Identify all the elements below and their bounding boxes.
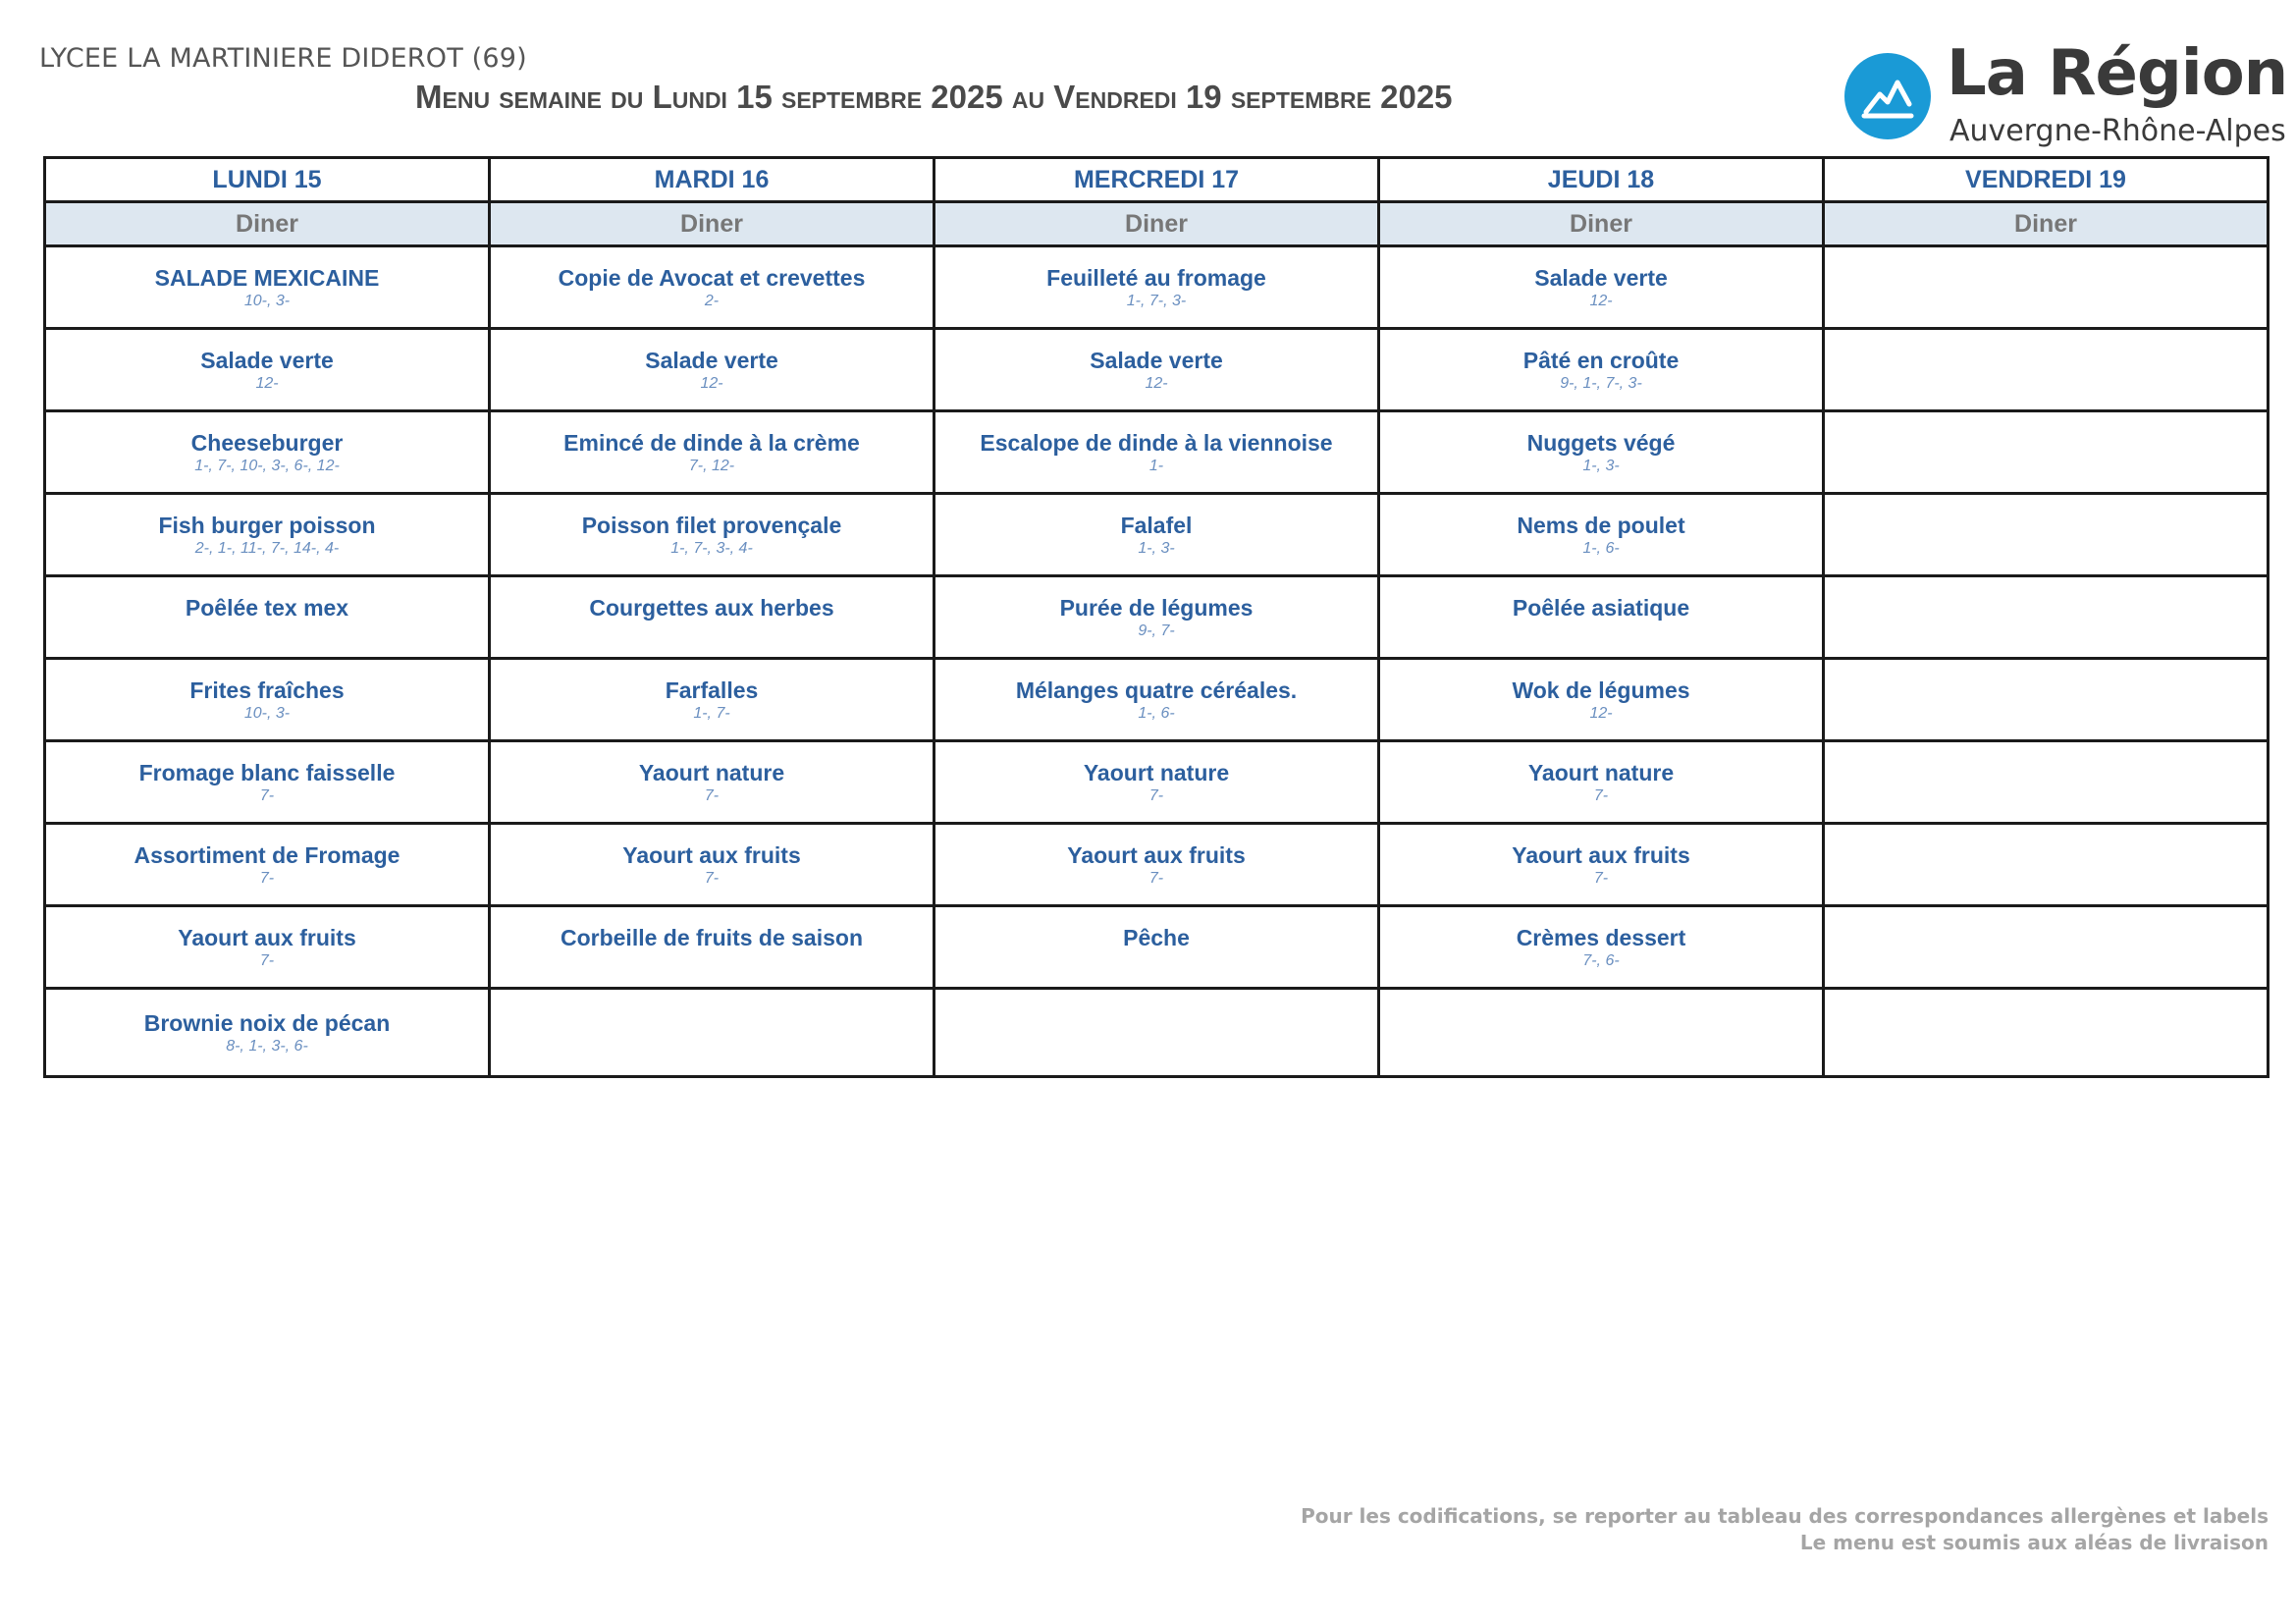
allergen-codes: 7-	[259, 951, 275, 969]
menu-row	[45, 906, 2269, 989]
dish-name: Yaourt nature	[1083, 759, 1230, 785]
allergen-codes: 12-	[700, 374, 723, 392]
allergen-codes	[1829, 525, 2263, 544]
allergen-codes: 12-	[1589, 704, 1613, 722]
allergen-codes	[1384, 1023, 1818, 1042]
school-name: LYCEE LA MARTINIERE DIDEROT (69)	[39, 43, 527, 74]
meal-header: Diner	[1379, 202, 1824, 246]
allergen-codes: 7-	[1148, 869, 1164, 887]
menu-cell	[1379, 824, 1824, 906]
allergen-codes: 7-, 12-	[688, 457, 735, 474]
menu-cell	[934, 411, 1379, 494]
menu-cell	[45, 741, 490, 824]
allergen-codes	[1829, 855, 2263, 874]
menu-row	[45, 824, 2269, 906]
allergen-codes: 9-, 1-, 7-, 3-	[1560, 374, 1642, 392]
allergen-codes: 7-, 6-	[1582, 951, 1620, 969]
menu-cell	[1824, 659, 2269, 741]
menu-row	[45, 246, 2269, 329]
allergen-codes: 10-, 3-	[243, 704, 291, 722]
dish-name: SALADE MEXICAINE	[154, 264, 380, 291]
allergen-codes: 1-, 6-	[1138, 704, 1175, 722]
dish-name: Mélanges quatre céréales.	[1015, 677, 1298, 703]
meal-header: Diner	[1824, 202, 2269, 246]
dish-name: Corbeille de fruits de saison	[560, 924, 864, 950]
menu-cell	[1824, 246, 2269, 329]
allergen-codes	[939, 1023, 1373, 1042]
allergen-codes	[939, 951, 1373, 970]
menu-cell	[1824, 741, 2269, 824]
dish-name: Poêlée tex mex	[185, 594, 349, 621]
region-logo	[1839, 37, 2288, 155]
allergen-codes: 10-, 3-	[243, 292, 291, 309]
page-title: Menu semaine du Lundi 15 septembre 2025 au Vendredi 19 septembre 2025	[415, 79, 1453, 115]
menu-cell	[490, 411, 934, 494]
allergen-codes	[1829, 773, 2263, 791]
day-header: MERCREDI 17	[934, 158, 1379, 202]
menu-cell	[45, 494, 490, 576]
dish-name: Assortiment de Fromage	[133, 841, 400, 868]
logo-name: La Région	[1947, 37, 2288, 110]
menu-cell	[490, 906, 934, 989]
allergen-codes: 1-, 3-	[1582, 457, 1620, 474]
allergen-codes: 1-	[1148, 457, 1164, 474]
dish-name: Falafel	[1120, 512, 1193, 538]
menu-cell	[1824, 494, 2269, 576]
allergen-codes	[495, 951, 929, 970]
menu-cell	[1379, 989, 1824, 1077]
menu-cell	[934, 741, 1379, 824]
meal-header-row	[45, 202, 2269, 246]
allergen-codes: 7-	[1593, 786, 1609, 804]
menu-cell	[934, 246, 1379, 329]
menu-cell	[934, 329, 1379, 411]
allergen-codes: 12-	[1589, 292, 1613, 309]
dish-name: Yaourt aux fruits	[1067, 841, 1246, 868]
mountain-logo-icon	[1844, 53, 1931, 139]
menu-cell	[45, 246, 490, 329]
dish-name: Yaourt aux fruits	[178, 924, 356, 950]
menu-row	[45, 411, 2269, 494]
allergen-codes: 1-, 3-	[1138, 539, 1175, 557]
menu-cell	[45, 576, 490, 659]
allergen-codes	[495, 1023, 929, 1042]
dish-name: Cheeseburger	[190, 429, 344, 456]
dish-name: Salade verte	[200, 347, 334, 373]
menu-cell	[490, 494, 934, 576]
menu-cell	[1824, 411, 2269, 494]
dish-name: Yaourt aux fruits	[622, 841, 801, 868]
menu-cell	[1379, 906, 1824, 989]
menu-cell	[490, 824, 934, 906]
dish-name: Emincé de dinde à la crème	[563, 429, 860, 456]
menu-cell	[490, 576, 934, 659]
allergen-codes	[1829, 938, 2263, 956]
meal-header: Diner	[934, 202, 1379, 246]
dish-name: Yaourt nature	[1527, 759, 1675, 785]
dish-name: Salade verte	[1534, 264, 1668, 291]
dish-name: Poêlée asiatique	[1512, 594, 1690, 621]
menu-cell	[934, 576, 1379, 659]
menu-cell	[934, 989, 1379, 1077]
allergen-codes: 1-, 7-, 10-, 3-, 6-, 12-	[194, 457, 340, 474]
dish-name: Salade verte	[645, 347, 778, 373]
dish-name: Frites fraîches	[189, 677, 345, 703]
day-header-row	[45, 158, 2269, 202]
menu-cell	[1379, 741, 1824, 824]
allergen-codes	[1829, 690, 2263, 709]
menu-cell	[45, 659, 490, 741]
dish-name: Courgettes aux herbes	[589, 594, 834, 621]
dish-name: Farfalles	[665, 677, 759, 703]
allergen-codes	[50, 622, 484, 640]
dish-name: Nems de poulet	[1517, 512, 1685, 538]
allergen-codes: 1-, 7-	[693, 704, 730, 722]
menu-cell	[1379, 246, 1824, 329]
menu-cell	[45, 906, 490, 989]
footer-delivery-note: Le menu est soumis aux aléas de livraison	[1799, 1531, 2269, 1554]
allergen-codes: 1-, 7-, 3-	[1126, 292, 1187, 309]
menu-cell	[1824, 329, 2269, 411]
allergen-codes: 7-	[259, 786, 275, 804]
menu-cell	[1824, 906, 2269, 989]
menu-row	[45, 494, 2269, 576]
dish-name: Purée de légumes	[1059, 594, 1254, 621]
allergen-codes: 8-, 1-, 3-, 6-	[226, 1037, 308, 1055]
allergen-codes	[1829, 608, 2263, 626]
menu-cell	[490, 989, 934, 1077]
menu-cell	[934, 906, 1379, 989]
menu-cell	[45, 989, 490, 1077]
allergen-codes: 7-	[1593, 869, 1609, 887]
allergen-codes: 1-, 6-	[1582, 539, 1620, 557]
menu-cell	[1824, 989, 2269, 1077]
menu-cell	[934, 659, 1379, 741]
menu-cell	[1379, 659, 1824, 741]
dish-name: Pâté en croûte	[1522, 347, 1680, 373]
allergen-codes: 2-, 1-, 11-, 7-, 14-, 4-	[194, 539, 340, 557]
dish-name: Feuilleté au fromage	[1046, 264, 1266, 291]
allergen-codes	[495, 622, 929, 640]
menu-row	[45, 989, 2269, 1077]
dish-name: Yaourt aux fruits	[1512, 841, 1690, 868]
menu-row	[45, 741, 2269, 824]
allergen-codes: 12-	[1145, 374, 1168, 392]
allergen-codes: 7-	[1148, 786, 1164, 804]
footer-allergen-note: Pour les codifications, se reporter au tableau des correspondances allergènes et labels	[1301, 1504, 2269, 1528]
menu-row	[45, 659, 2269, 741]
dish-name: Copie de Avocat et crevettes	[558, 264, 866, 291]
menu-cell	[1379, 576, 1824, 659]
allergen-codes	[1829, 1023, 2263, 1042]
day-header: JEUDI 18	[1379, 158, 1824, 202]
dish-name: Escalope de dinde à la viennoise	[980, 429, 1333, 456]
allergen-codes	[1829, 360, 2263, 379]
dish-name: Pêche	[1123, 924, 1190, 950]
menu-cell	[1379, 411, 1824, 494]
allergen-codes: 7-	[704, 786, 720, 804]
menu-row	[45, 576, 2269, 659]
allergen-codes: 1-, 7-, 3-, 4-	[670, 539, 753, 557]
menu-cell	[490, 246, 934, 329]
meal-header: Diner	[45, 202, 490, 246]
menu-cell	[1379, 494, 1824, 576]
allergen-codes: 7-	[259, 869, 275, 887]
menu-cell	[490, 329, 934, 411]
footer-notes	[1301, 1503, 2269, 1556]
menu-cell	[45, 824, 490, 906]
menu-cell	[1379, 329, 1824, 411]
day-header: VENDREDI 19	[1824, 158, 2269, 202]
menu-cell	[45, 329, 490, 411]
menu-cell	[490, 659, 934, 741]
menu-table	[43, 156, 2269, 1078]
dish-name: Fromage blanc faisselle	[138, 759, 396, 785]
allergen-codes	[1384, 622, 1818, 640]
meal-header: Diner	[490, 202, 934, 246]
dish-name: Wok de légumes	[1512, 677, 1690, 703]
dish-name: Salade verte	[1090, 347, 1223, 373]
dish-name: Yaourt nature	[638, 759, 785, 785]
menu-cell	[934, 824, 1379, 906]
allergen-codes: 7-	[704, 869, 720, 887]
allergen-codes: 2-	[704, 292, 720, 309]
day-header: LUNDI 15	[45, 158, 490, 202]
menu-row	[45, 329, 2269, 411]
day-header: MARDI 16	[490, 158, 934, 202]
menu-cell	[1824, 824, 2269, 906]
logo-subtitle: Auvergne-Rhône-Alpes	[1949, 114, 2286, 148]
dish-name: Poisson filet provençale	[581, 512, 842, 538]
allergen-codes	[1829, 443, 2263, 461]
menu-cell	[934, 494, 1379, 576]
allergen-codes: 9-, 7-	[1138, 622, 1175, 639]
dish-name: Brownie noix de pécan	[143, 1009, 391, 1036]
allergen-codes	[1829, 278, 2263, 297]
menu-cell	[1824, 576, 2269, 659]
allergen-codes: 12-	[255, 374, 279, 392]
dish-name: Fish burger poisson	[158, 512, 376, 538]
dish-name: Crèmes dessert	[1516, 924, 1686, 950]
dish-name: Nuggets végé	[1526, 429, 1676, 456]
menu-cell	[45, 411, 490, 494]
menu-cell	[490, 741, 934, 824]
